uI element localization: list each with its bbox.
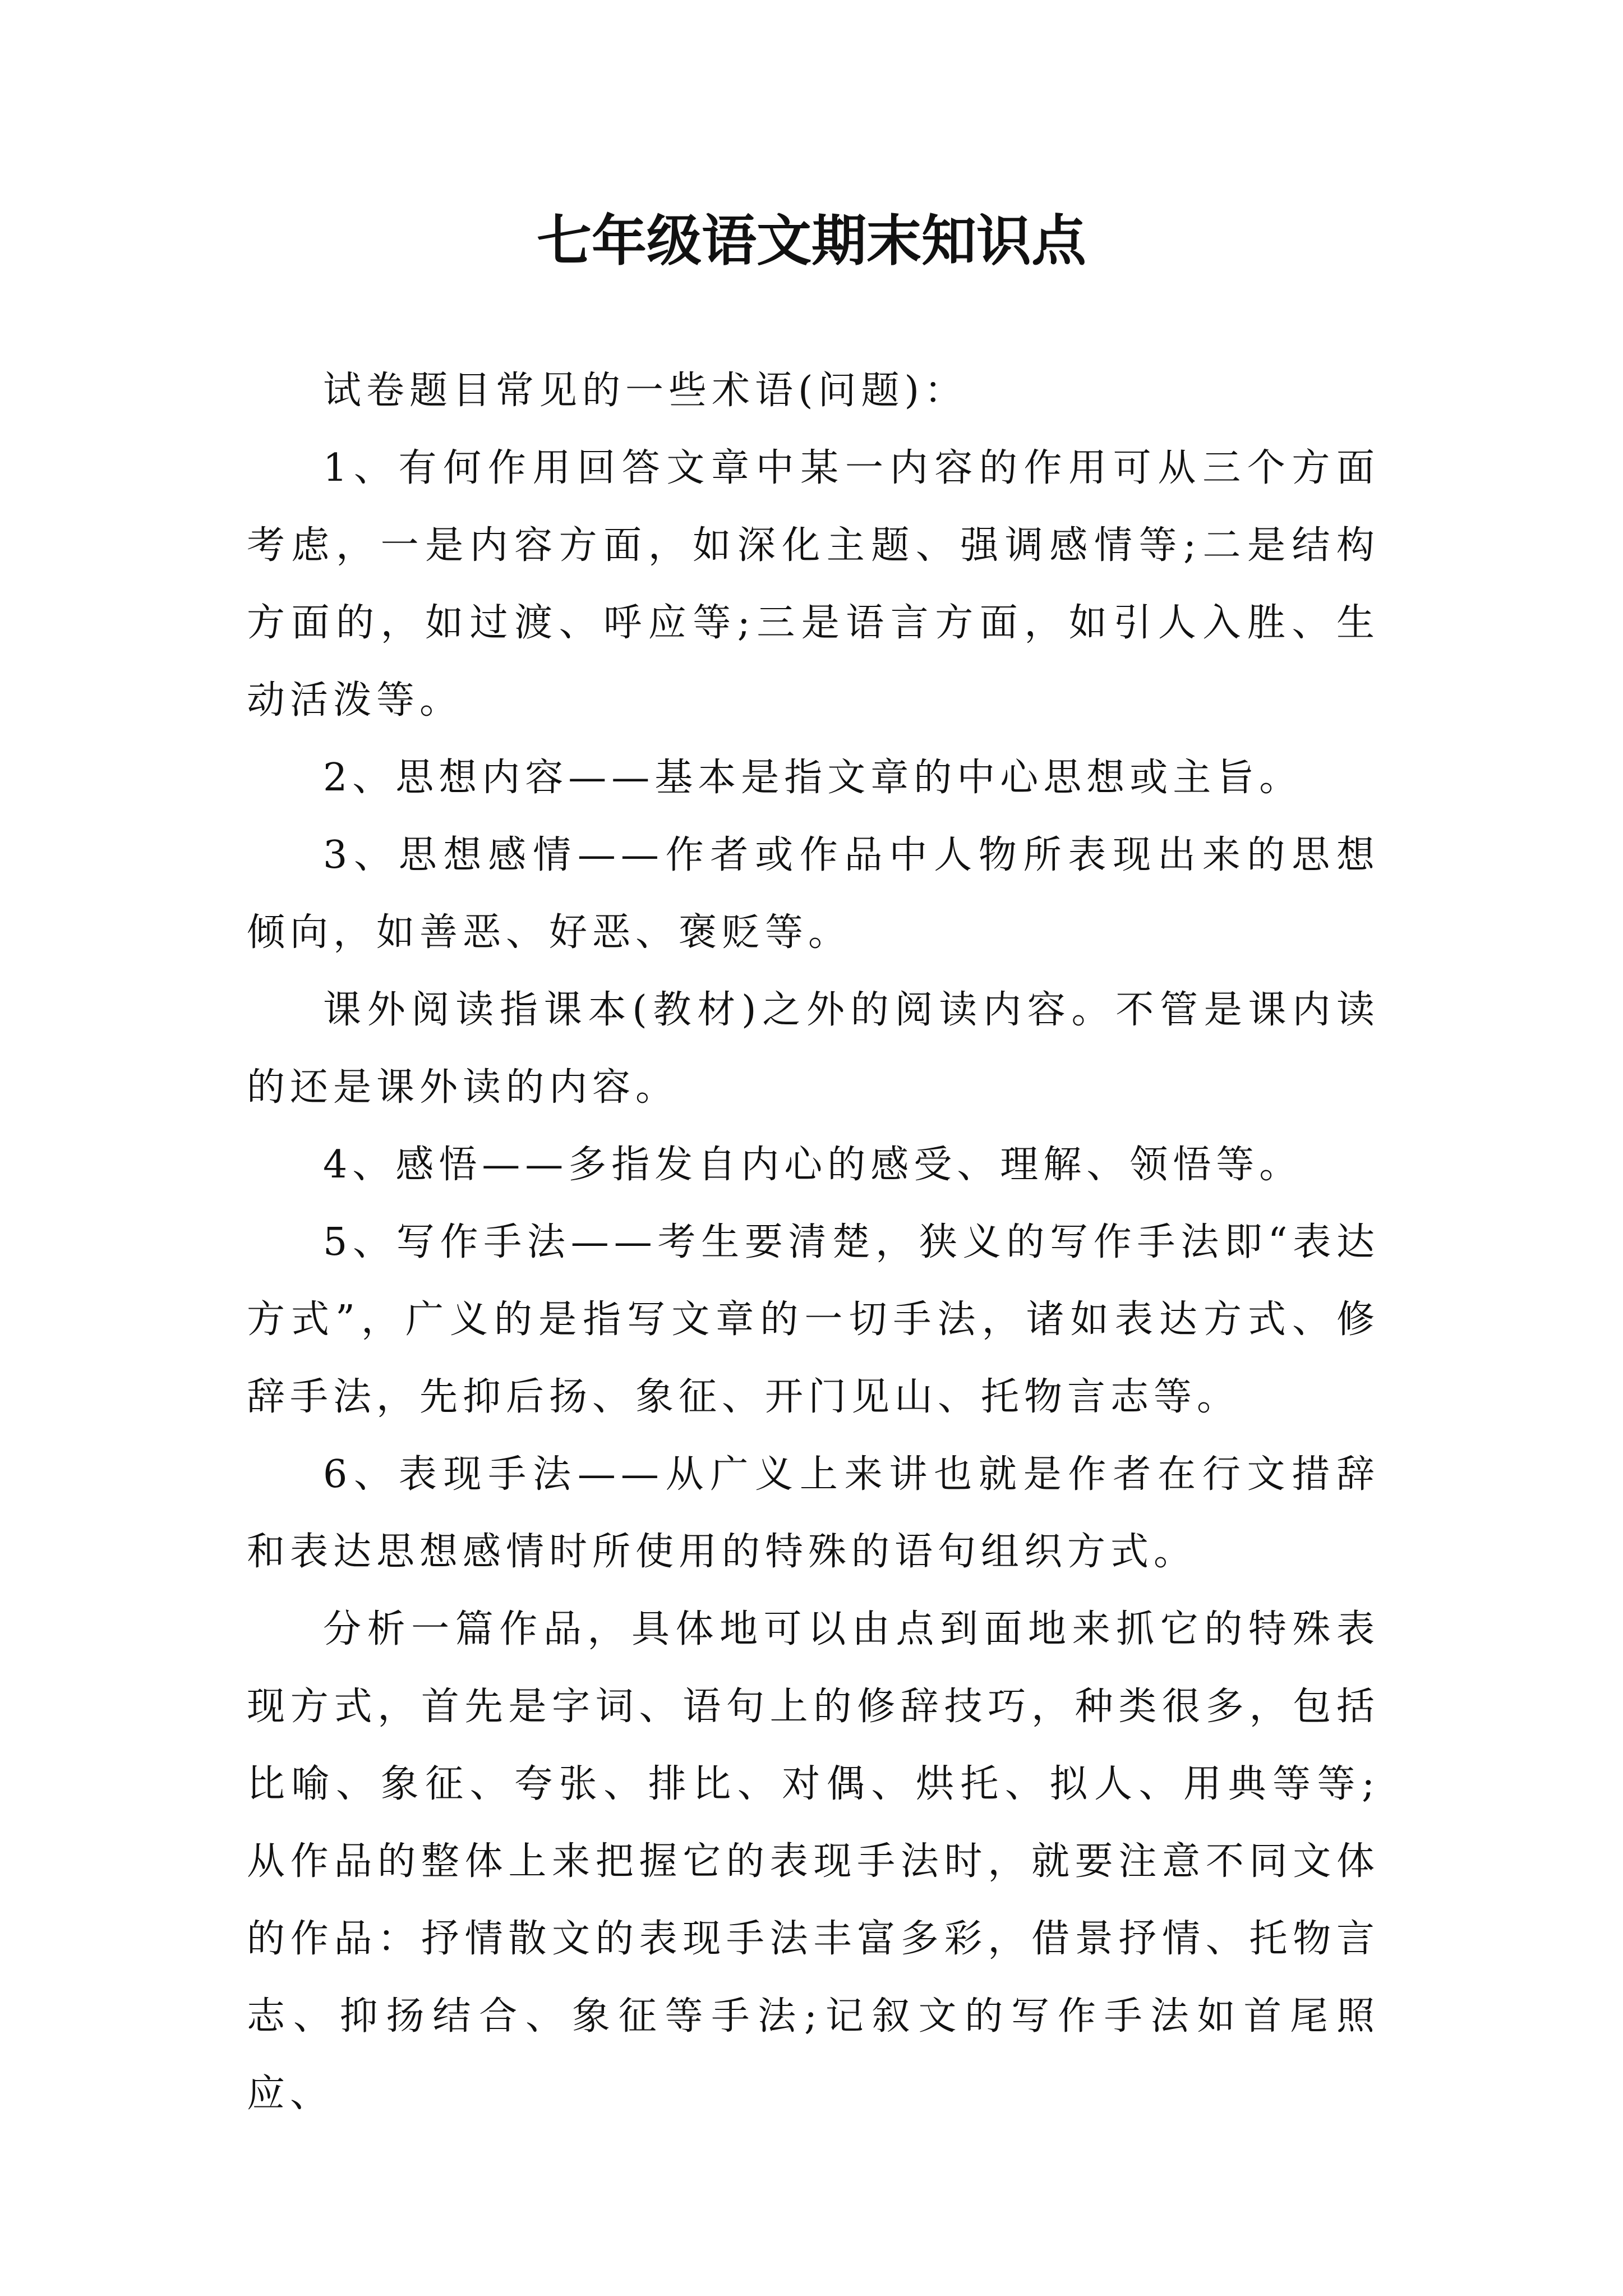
paragraph-extracurricular: 课外阅读指课本(教材)之外的阅读内容。不管是课内读的还是课外读的内容。 bbox=[247, 988, 1380, 1110]
document-title: 七年级语文期末知识点 bbox=[536, 209, 1086, 273]
paragraph-writing-technique: 5、写作手法——考生要清楚，狭义的写作手法即“表达方式”，广义的是指写文章的一切手法，诸如表达方式、修辞手法，先抑后扬、象征、开门见山、托物言志等。 bbox=[247, 1220, 1380, 1419]
paragraph-expression-technique: 6、表现手法——从广义上来讲也就是作者在行文措辞和表达思想感情时所使用的特殊的语句组织方式。 bbox=[247, 1452, 1380, 1574]
paragraph-function: 1、有何作用回答文章中某一内容的作用可从三个方面考虑，一是内容方面，如深化主题、强调感情等;二是结构方面的，如过渡、呼应等;三是语言方面，如引人入胜、生动活泼等。 bbox=[247, 446, 1380, 723]
paragraph-analysis: 分析一篇作品，具体地可以由点到面地来抓它的特殊表现方式，首先是字词、语句上的修辞技巧，种类很多，包括比喻、象征、夸张、排比、对偶、烘托、拟人、用典等等;从作品的整体上来把握它的表现手法时，就要注意不同文体的作品：抒情散文的表现手法丰富多彩，借景抒情、托物言志、抑扬结合、象征等手法;记叙文的写作手法如首尾照应、 bbox=[247, 1607, 1380, 2116]
paragraph-terms-intro: 试卷题目常见的一些术语(问题)： bbox=[323, 369, 968, 413]
paragraph-emotion: 3、思想感情——作者或作品中人物所表现出来的思想倾向，如善恶、好恶、褒贬等。 bbox=[247, 833, 1380, 955]
document-body bbox=[247, 352, 1380, 2133]
paragraph-content: 2、思想内容——基本是指文章的中心思想或主旨。 bbox=[323, 756, 1303, 800]
paragraph-insight: 4、感悟——多指发自内心的感受、理解、领悟等。 bbox=[323, 1143, 1303, 1187]
